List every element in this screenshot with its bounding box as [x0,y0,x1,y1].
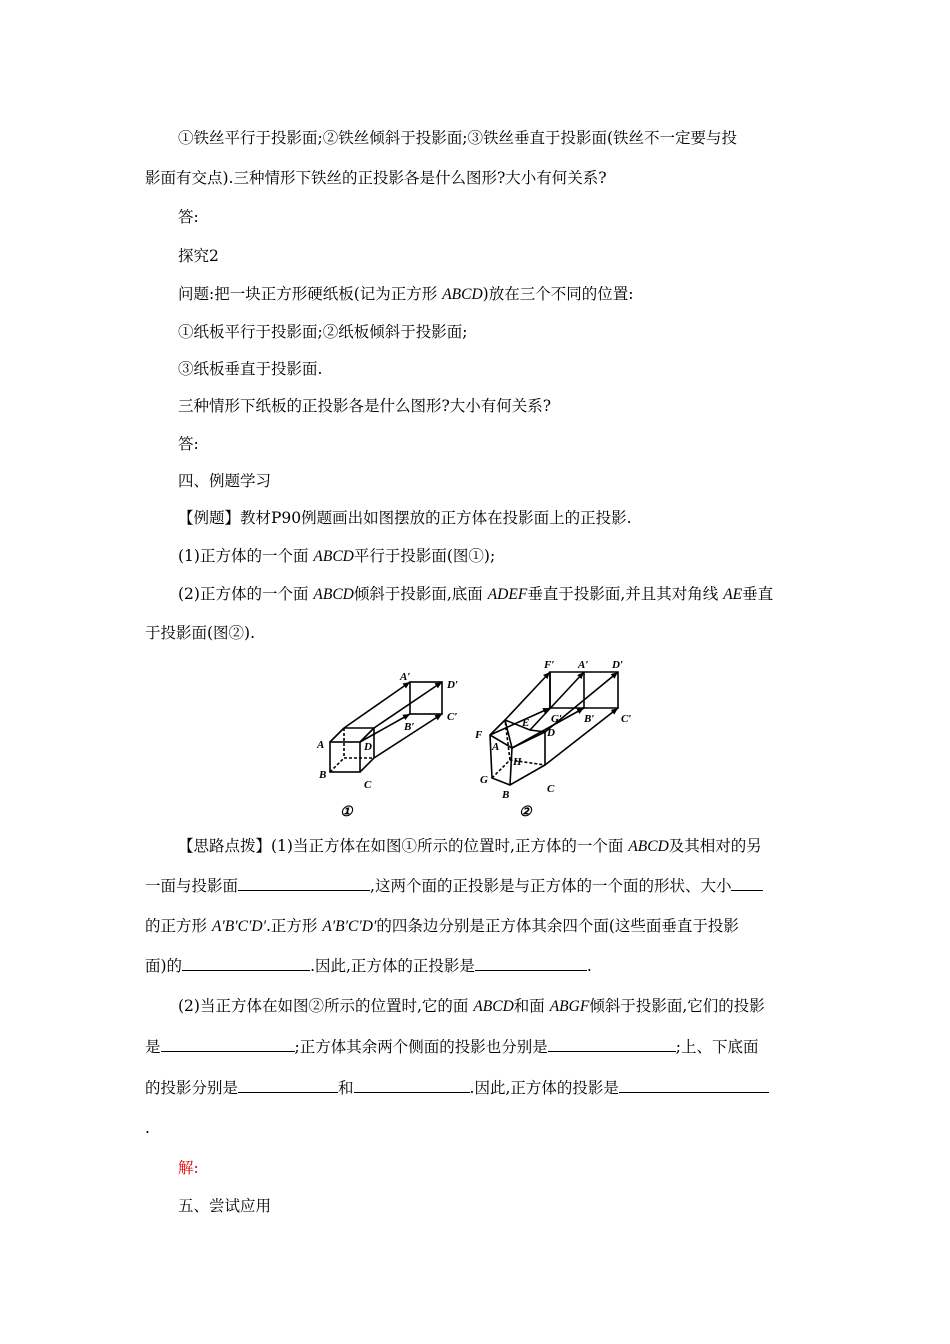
label-C: C [364,779,372,791]
fill-blank[interactable] [354,1078,470,1093]
text: 平行于投影面(图①); [353,547,496,565]
fill-blank[interactable] [238,1078,338,1093]
example-line: 【例题】教材P90例题画出如图摆放的正方体在投影面上的正投影. [178,509,632,527]
text: 和 [338,1079,354,1097]
math-label: ABCD [313,586,354,603]
text: ;正方体其余两个侧面的投影也分别是 [294,1038,548,1056]
label-C-prime: C′ [447,711,458,723]
label-H: H [513,756,522,768]
label-C-prime-2: C′ [621,713,632,725]
label-D: D [364,741,372,753]
math-label: A′B′C′D′ [211,918,266,935]
text: ;上、下底面 [675,1038,759,1056]
section-heading: 四、例题学习 [178,472,272,490]
text: 的投影分别是 [145,1079,239,1097]
figure-1 [330,682,442,772]
label-A: A [317,739,325,751]
hint-line [145,876,763,896]
option-line: ①纸板平行于投影面;②纸板倾斜于投影面; [178,323,468,341]
text: 一面与投影面 [145,877,239,895]
hint-line [145,916,739,937]
text: .因此,正方体的正投影是 [310,957,475,975]
label-E: E [522,717,530,729]
hint-line [145,1037,758,1057]
text: )放在三个不同的位置: [482,285,634,303]
answer-label: 答: [178,208,199,226]
label-G: G [480,774,488,786]
paragraph-line: 影面有交点).三种情形下铁丝的正投影各是什么图形?大小有何关系? [145,169,607,187]
text: 面)的 [145,957,183,975]
text: 的正方形 [145,917,212,935]
text: 倾斜于投影面,它们的投影 [589,997,765,1015]
fill-blank[interactable] [161,1037,295,1052]
math-label: ABCD [442,286,483,303]
math-label: ABGF [549,998,590,1015]
label-G-prime: G′ [551,713,563,725]
text: .正方形 [265,917,323,935]
label-F-prime: F′ [544,659,555,671]
text: 【思路点拨】(1)当正方体在如图①所示的位置时,正方体的一个面 [178,837,629,855]
example-part-2 [178,584,773,605]
option-line: ③纸板垂直于投影面. [178,360,323,378]
question-line [178,284,633,305]
text: 是 [145,1038,161,1056]
label-C-2: C [547,783,555,795]
solution-label: 解: [178,1159,199,1177]
fill-blank[interactable] [548,1037,676,1052]
paragraph-line: ①铁丝平行于投影面;②铁丝倾斜于投影面;③铁丝垂直于投影面(铁丝不一定要与投 [178,129,737,147]
label-A-prime: A′ [400,671,411,683]
text: (2)当正方体在如图②所示的位置时,它的面 [178,997,474,1015]
label-D-prime: D′ [447,679,459,691]
section-heading: 五、尝试应用 [178,1197,272,1215]
fill-blank[interactable] [731,876,763,891]
hint-line [145,956,592,976]
label-A-prime-2: A′ [578,659,589,671]
figure-1-caption: ① [340,805,353,820]
label-D-2: D [547,727,555,739]
label-A-2: A [492,741,500,753]
math-label: ADEF [487,586,528,603]
fill-blank[interactable] [619,1078,769,1093]
math-label: ABCD [313,548,354,565]
fill-blank[interactable] [182,956,310,971]
math-label: A′B′C′D′ [322,918,377,935]
text: 及其相对的另 [668,837,762,855]
math-label: AE [723,586,743,603]
hint-line: . [145,1119,150,1137]
hint-line [145,1078,769,1098]
fill-blank[interactable] [475,956,587,971]
text: . [586,957,592,975]
question-line: 三种情形下纸板的正投影各是什么图形?大小有何关系? [178,397,552,415]
label-B-prime-2: B′ [584,713,595,725]
example-part-1 [178,546,495,567]
text: 垂直 [742,585,774,603]
hint-line [178,996,765,1017]
fill-blank[interactable] [238,876,370,891]
text: 倾斜于投影面,底面 [353,585,488,603]
text: (1)正方体的一个面 [178,547,314,565]
label-B-prime: B′ [404,721,415,733]
section-heading: 探究2 [178,247,219,265]
math-label: ABCD [628,838,669,855]
hint-line [178,836,762,857]
label-F: F [475,729,483,741]
answer-label: 答: [178,435,199,453]
figure-2-caption: ② [519,805,532,820]
math-label: ABCD [473,998,514,1015]
text: 垂直于投影面,并且其对角线 [527,585,724,603]
label-D-prime-2: D′ [612,659,624,671]
paragraph-line: 于投影面(图②). [145,624,256,642]
text: ,这两个面的正投影是与正方体的一个面的形状、大小 [370,877,732,895]
text: 问题:把一块正方形硬纸板(记为正方形 [178,285,443,303]
label-B: B [319,769,327,781]
text: .因此,正方体的投影是 [469,1079,619,1097]
text: (2)正方体的一个面 [178,585,314,603]
label-B-2: B [502,789,510,801]
cube-projection-figure [300,650,660,820]
text: 的四条边分别是正方体其余四个面(这些面垂直于投影 [376,917,739,935]
text: 和面 [513,997,550,1015]
